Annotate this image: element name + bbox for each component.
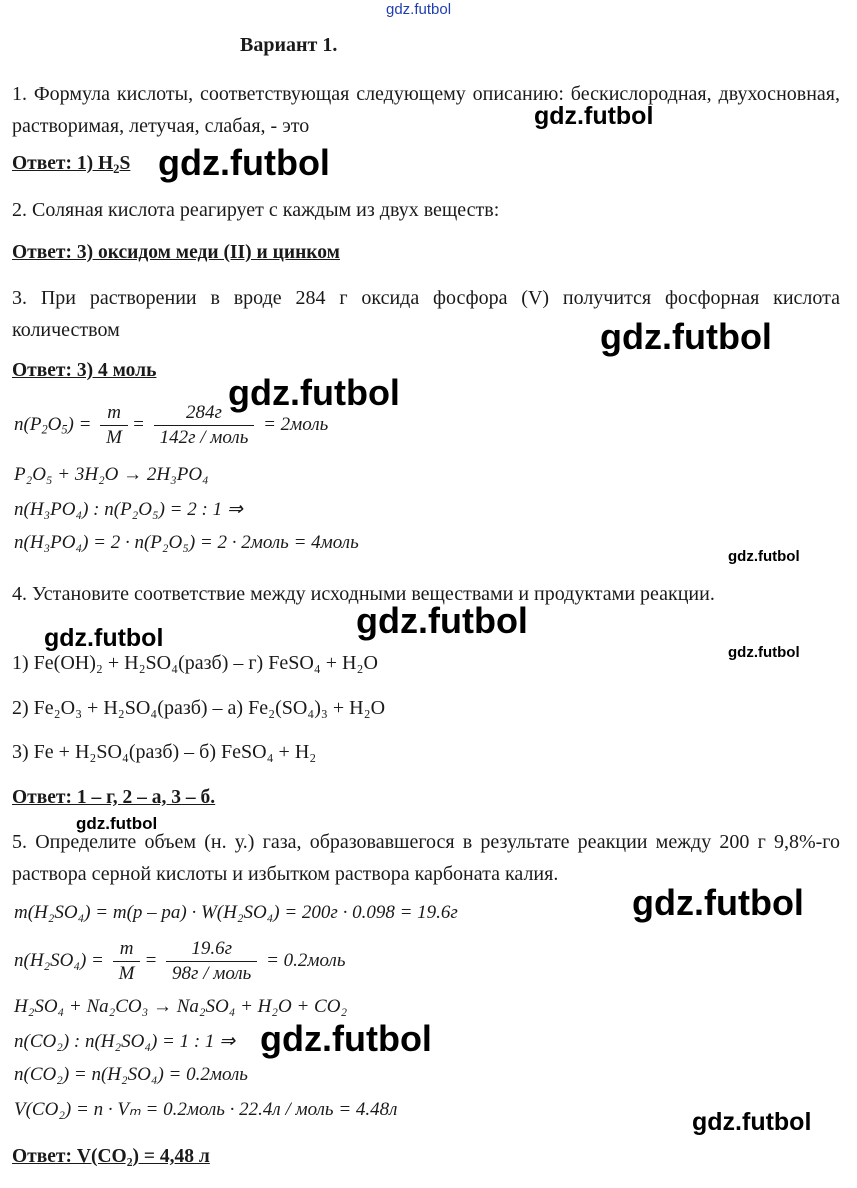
watermark-top[interactable]: gdz.futbol bbox=[386, 1, 452, 18]
watermark: gdz.futbol bbox=[600, 316, 772, 357]
question-5-answer: Ответ: V(CO₂) = 4,48 л bbox=[12, 1146, 210, 1167]
watermark: gdz.futbol bbox=[76, 814, 158, 833]
q4-reaction-3: 3) Fe + H₂SO₄(разб) – б) FeSO₄ + H₂ bbox=[12, 741, 317, 763]
watermark: gdz.futbol bbox=[158, 142, 330, 183]
question-2-answer: Ответ: 3) оксидом меди (II) и цинком bbox=[12, 242, 340, 263]
q5-equation-4: n(CO₂) : n(H₂SO₄) = 1 : 1 ⇒ bbox=[14, 1031, 236, 1052]
q5-equation-5: n(CO₂) = n(H₂SO₄) = 0.2моль bbox=[14, 1064, 248, 1085]
q5-equation-6: V(CO₂) = n · Vₘ = 0.2моль · 22.4л / моль = 4.48л bbox=[14, 1099, 398, 1120]
watermark: gdz.futbol bbox=[260, 1018, 432, 1059]
question-4-text: 4. Установите соответствие между исходными веществами и продуктами реакции. bbox=[12, 583, 715, 605]
watermark: gdz.futbol bbox=[728, 644, 800, 661]
q5-equation-3: H₂SO₄ + Na₂CO₃ → Na₂SO₄ + H₂O + CO₂ bbox=[14, 996, 348, 1017]
watermark: gdz.futbol bbox=[228, 372, 400, 413]
q5-equation-2: n(H₂SO₄) = $\frac{m}{M}$ = $\frac{19.6г}{\text{98г / моль}}$ = 0.2моль bbox=[14, 938, 346, 984]
page-title: Вариант 1. bbox=[240, 34, 338, 56]
watermark: gdz.futbol bbox=[728, 548, 800, 565]
watermark: gdz.futbol bbox=[632, 882, 804, 923]
watermark: gdz.futbol bbox=[692, 1108, 812, 1136]
question-5-text: 5. Определите объем (н. у.) газа, образовавшегося в результате реакции между 200 г 9,8%-го раствора серной кислоты и избытком раствора карбоната калия. bbox=[12, 831, 840, 885]
q4-reaction-2: 2) Fe₂O₃ + H₂SO₄(разб) – а) Fe₂(SO₄)₃ + H₂O bbox=[12, 697, 386, 719]
q3-equation-1: $n(P_2O_5)$ = $\frac{m}{M}$ = $\frac{284г}{\text{142г / моль}}$ = 2моль bbox=[14, 402, 329, 448]
watermark: gdz.futbol bbox=[534, 102, 654, 130]
question-3-text: 3. При растворении в вроде 284 г оксида фосфора (V) получится фосфорная кислота количеством bbox=[12, 287, 840, 341]
watermark: gdz.futbol bbox=[356, 600, 528, 641]
watermark: gdz.futbol bbox=[44, 624, 164, 652]
q3-equation-4: n(H₃PO₄) = 2 · n(P₂O₅) = 2 · 2моль = 4моль bbox=[14, 532, 359, 553]
q4-reaction-1: 1) Fe(OH)₂ + H₂SO₄(разб) – г) FeSO₄ + H₂O bbox=[12, 652, 378, 674]
q3-equation-3: n(H₃PO₄) : n(P₂O₅) = 2 : 1 ⇒ bbox=[14, 499, 243, 520]
question-4-answer: Ответ: 1 – г, 2 – а, 3 – б. bbox=[12, 787, 216, 808]
question-1-text: 1. Формула кислоты, соответствующая следующему описанию: бескислородная, двухосновная, растворимая, летучая, слабая, - это bbox=[12, 83, 840, 137]
q5-equation-1: m(H₂SO₄) = m(p – pa) · W(H₂SO₄) = 200г · 0.098 = 19.6г bbox=[14, 902, 458, 923]
question-3-answer: Ответ: 3) 4 моль bbox=[12, 360, 157, 381]
q3-equation-2: P₂O₅ + 3H₂O → 2H₃PO₄ bbox=[14, 464, 209, 485]
question-2-text: 2. Соляная кислота реагирует с каждым из двух веществ: bbox=[12, 199, 500, 221]
question-1-answer: Ответ: 1) $H_2S$ bbox=[12, 153, 131, 176]
